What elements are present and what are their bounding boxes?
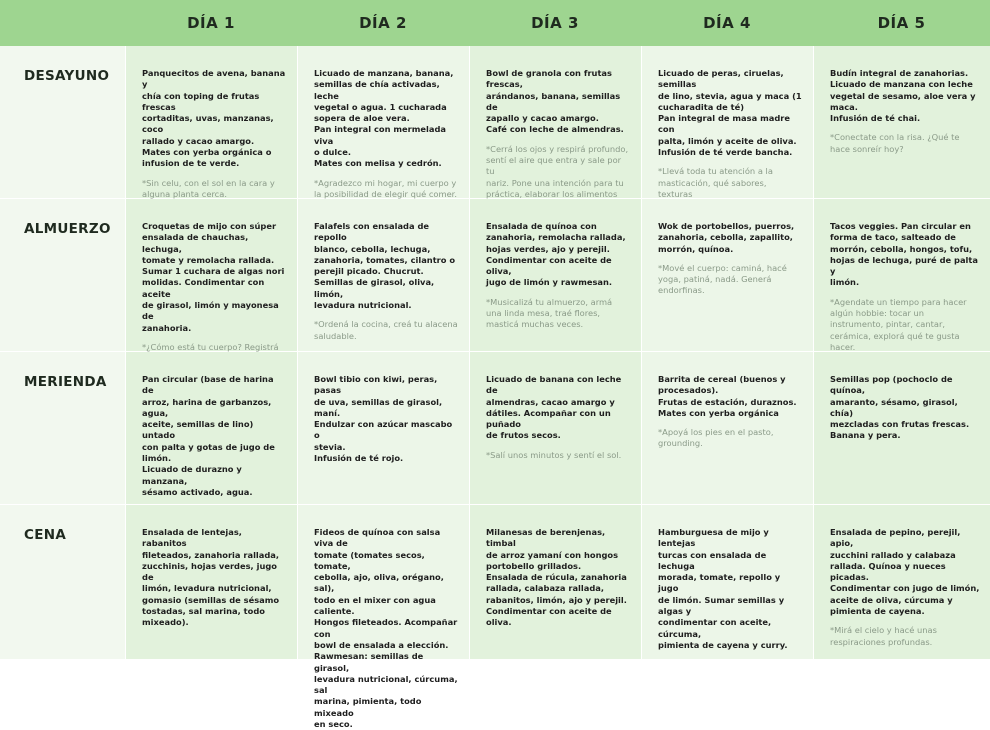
menu-text: Licuado de manzana, banana, semillas de chía activadas, leche vegetal o agua. 1 cucharada sopera de aloe vera. Pan integral con mermelada viva o dulce. Mates con melisa y cedrón.	[314, 68, 454, 169]
menu-cell	[125, 352, 297, 505]
menu-text: Panquecitos de avena, banana y chía con toping de frutas frescas cortaditas, uvas, manzanas, coco rallado y cacao amargo. Mates con yerba orgánica o infusion de te verde.	[142, 68, 286, 169]
tip-text: *Salí unos minutos y sentí el sol.	[486, 449, 622, 460]
menu-text: Fideos de quínoa con salsa viva de tomate (tomates secos, tomate, cebolla, ajo, oliva, orégano, sal), todo en el mixer con agua caliente. Hongos fileteados. Acompañar con bowl de ensalada a elección. Rawmesan: semillas de girasol, levadura nutricional, cúrcuma, sal marina, pimienta, todo mixeado en seco.	[314, 527, 458, 730]
day-header-1: DÍA 1	[125, 0, 297, 46]
day-header-5: DÍA 5	[813, 0, 990, 46]
menu-cell	[125, 505, 297, 660]
menu-cell	[125, 46, 297, 199]
menu-text: Pan circular (base de harina de arroz, harina de garbanzos, agua, aceite, semillas de lino) untado con palta y gotas de jugo de limón. Licuado de durazno y manzana, sésamo activado, agua.	[142, 374, 275, 497]
menu-cell	[469, 199, 641, 352]
menu-text: Milanesas de berenjenas, timbal de arroz yamaní con hongos portobello grillados. Ensalada de rúcula, zanahoria rallada, calabaza rallada, rabanitos, limón, ajo y perejil. Condimentar con aceite de oliva.	[486, 527, 627, 628]
menu-text: Hamburguesa de mijo y lentejas turcas con ensalada de lechuga morada, tomate, repollo y jugo de limón. Sumar semillas y algas y condimentar con aceite, cúrcuma, pimienta de cayena y curry.	[658, 527, 788, 650]
menu-text: Semillas pop (pochoclo de quínoa, amaranto, sésamo, girasol, chía) mezcladas con frutas frescas. Banana y pera.	[830, 374, 970, 441]
header-corner	[0, 0, 125, 46]
tip-text: *¿Cómo está tu cuerpo? Registrá	[142, 341, 279, 352]
menu-cell	[813, 199, 990, 352]
menu-cell	[641, 352, 813, 505]
menu-cell	[469, 505, 641, 660]
menu-cell	[297, 46, 469, 199]
menu-text: Barrita de cereal (buenos y procesados). Frutas de estación, duraznos. Mates con yerba orgánica	[658, 374, 797, 418]
menu-cell	[125, 199, 297, 352]
menu-cell	[469, 46, 641, 199]
tip-text: *Ordená la cocina, creá tu alacena saludable.	[314, 319, 458, 341]
tip-text: *Conectate con la risa. ¿Qué te hace sonreír hoy?	[830, 132, 960, 154]
tip-text: *Agradezco mi hogar, mi cuerpo y la posibilidad de elegir qué comer.	[314, 177, 457, 199]
menu-text: Budín integral de zanahorias. Licuado de manzana con leche vegetal de sesamo, aloe vera y maca. Infusión de té chai.	[830, 68, 976, 124]
menu-text: Ensalada de lentejas, rabanitos fileteados, zanahoria rallada, zucchinis, hojas verdes, jugo de limón, levadura nutricional, gomasio (semillas de sésamo tostadas, sal marina, todo mixeado).	[142, 527, 280, 628]
meal-label-desayuno: DESAYUNO	[0, 46, 125, 199]
day-header-4: DÍA 4	[641, 0, 813, 46]
day-header-3: DÍA 3	[469, 0, 641, 46]
menu-cell	[641, 46, 813, 199]
menu-text: Bowl de granola con frutas frescas, arándanos, banana, semillas de zapallo y cacao amargo. Café con leche de almendras.	[486, 68, 624, 135]
menu-cell	[813, 46, 990, 199]
tip-text: *Agendate un tiempo para hacer algún hobbie: tocar un instrumento, pintar, cantar, cerámica, explorá qué te gusta hacer.	[830, 296, 967, 352]
menu-cell	[469, 352, 641, 505]
menu-cell	[297, 505, 469, 730]
tip-text: *Musicalizá tu almuerzo, armá una linda mesa, traé flores, masticá muchas veces.	[486, 296, 613, 330]
tip-text: *Cerrá los ojos y respirá profundo, sentí el aire que entra y sale por tu nariz. Pone una intención para tu práctica, elaborar los alimentos	[486, 143, 629, 199]
meal-label-almuerzo: ALMUERZO	[0, 199, 125, 352]
menu-text: Licuado de peras, ciruelas, semillas de lino, stevia, agua y maca (1 cucharadita de té) Pan integral de masa madre con palta, limón y aceite de oliva. Infusión de té verde bancha.	[658, 68, 802, 158]
tip-text: *Mové el cuerpo: caminá, hacé yoga, patiná, nadá. Generá endorfinas.	[658, 262, 787, 296]
menu-text: Ensalada de pepino, perejil, apio, zucchini rallado y calabaza rallada. Quínoa y nueces picadas. Condimentar con jugo de limón, aceite de oliva, cúrcuma y pimienta de cayena.	[830, 527, 980, 617]
menu-text: Croquetas de mijo con súper ensalada de chauchas, lechuga, tomate y remolacha rallada. Sumar 1 cuchara de algas nori molidas. Condimentar con aceite de girasol, limón y mayonesa de zanahoria.	[142, 221, 285, 333]
menu-text: Falafels con ensalada de repollo blanco, cebolla, lechuga, zanahoria, tomates, cilantro o perejil picado. Chucrut. Semillas de girasol, oliva, limón, levadura nutricional.	[314, 221, 456, 311]
meal-label-merienda: MERIENDA	[0, 352, 125, 505]
tip-text: *Mirá el cielo y hacé unas respiraciones profundas.	[830, 625, 937, 647]
menu-cell	[813, 505, 990, 660]
menu-text: Tacos veggies. Pan circular en forma de taco, salteado de morrón, cebolla, hongos, tofu, hojas de lechuga, puré de palta y limón.	[830, 221, 978, 288]
tip-text: *Llevá toda tu atención a la masticación, qué sabores, texturas	[658, 166, 773, 199]
meal-label-cena: CENA	[0, 505, 125, 660]
tip-text: *Apoyá los pies en el pasto, grounding.	[658, 427, 774, 449]
menu-cell	[297, 352, 469, 505]
menu-cell	[641, 199, 813, 352]
menu-text: Licuado de banana con leche de almendras, cacao amargo y dátiles. Acompañar con un puñado de frutos secos.	[486, 374, 622, 441]
menu-cell	[813, 352, 990, 505]
day-header-2: DÍA 2	[297, 0, 469, 46]
menu-text: Wok de portobellos, puerros, zanahoria, cebolla, zapallito, morrón, quínoa.	[658, 221, 795, 254]
menu-text: Bowl tibio con kiwi, peras, pasas de uva, semillas de girasol, maní. Endulzar con azúcar mascabo o stevia. Infusión de té rojo.	[314, 374, 453, 464]
menu-text: Ensalada de quínoa con zanahoria, remolacha rallada, hojas verdes, ajo y perejil. Condimentar con aceite de oliva, jugo de limón y rawmesan.	[486, 221, 626, 288]
menu-cell	[641, 505, 813, 660]
tip-text: *Sin celu, con el sol en la cara y alguna planta cerca.	[142, 177, 275, 199]
menu-cell	[297, 199, 469, 352]
